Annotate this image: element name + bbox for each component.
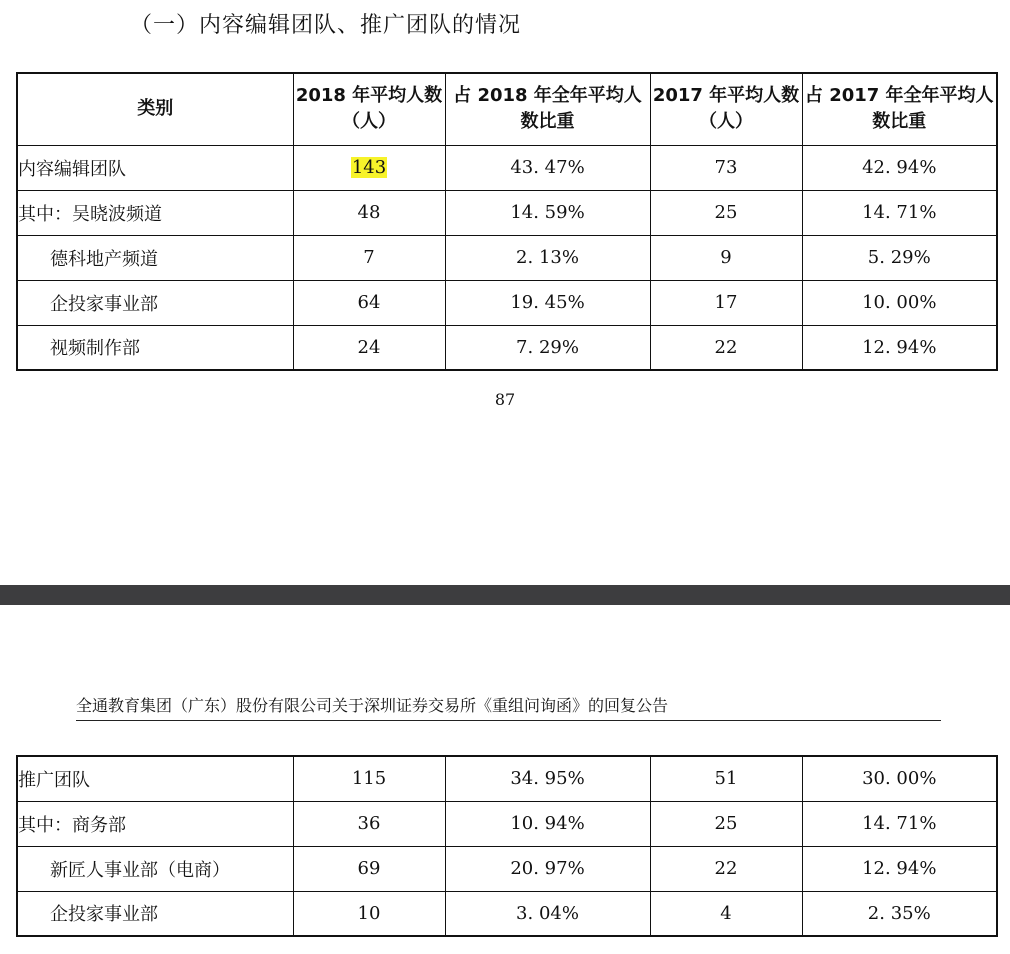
row-label: 其中：吴晓波频道	[17, 190, 293, 235]
cell-avg-2018: 64	[293, 280, 445, 325]
cell-share-2017: 2. 35%	[802, 891, 997, 936]
cell-share-2018: 14. 59%	[445, 190, 650, 235]
cell-share-2018: 3. 04%	[445, 891, 650, 936]
cell-share-2018: 2. 13%	[445, 235, 650, 280]
cell-share-2018: 7. 29%	[445, 325, 650, 370]
cell-avg-2018	[293, 145, 445, 190]
cell-share-2017: 14. 71%	[802, 190, 997, 235]
page-number: 87	[494, 390, 516, 409]
column-header-avg-2017: 2017 年平均人数（人）	[650, 73, 802, 145]
cell-share-2018: 34. 95%	[445, 756, 650, 801]
row-label: 内容编辑团队	[17, 145, 293, 190]
table-row	[17, 846, 997, 891]
highlighted-value: 143	[351, 157, 387, 178]
row-label: 德科地产频道	[17, 235, 293, 280]
cell-avg-2017: 25	[650, 801, 802, 846]
cell-avg-2017: 73	[650, 145, 802, 190]
table-row	[17, 756, 997, 801]
cell-avg-2018: 69	[293, 846, 445, 891]
row-label: 推广团队	[17, 756, 293, 801]
table-row	[17, 145, 997, 190]
cell-avg-2017: 17	[650, 280, 802, 325]
cell-avg-2017: 22	[650, 325, 802, 370]
table-header-row	[17, 73, 997, 145]
cell-share-2018: 43. 47%	[445, 145, 650, 190]
cell-share-2017: 10. 00%	[802, 280, 997, 325]
cell-avg-2018: 10	[293, 891, 445, 936]
cell-avg-2017: 4	[650, 891, 802, 936]
column-header-category: 类别	[17, 73, 293, 145]
cell-share-2017: 5. 29%	[802, 235, 997, 280]
row-label: 企投家事业部	[17, 280, 293, 325]
cell-share-2017: 14. 71%	[802, 801, 997, 846]
document-page-bottom	[0, 605, 1010, 954]
column-header-avg-2018: 2018 年平均人数（人）	[293, 73, 445, 145]
cell-share-2018: 20. 97%	[445, 846, 650, 891]
cell-avg-2018: 24	[293, 325, 445, 370]
cell-avg-2017: 22	[650, 846, 802, 891]
section-heading: （一）内容编辑团队、推广团队的情况	[130, 13, 522, 38]
page-divider	[0, 585, 1010, 605]
staff-table-promotion	[16, 755, 998, 937]
running-header: 全通教育集团（广东）股份有限公司关于深圳证券交易所《重组问询函》的回复公告	[76, 693, 941, 721]
cell-share-2017: 12. 94%	[802, 325, 997, 370]
row-label: 视频制作部	[17, 325, 293, 370]
column-header-share-2017: 占 2017 年全年平均人数比重	[802, 73, 997, 145]
staff-table-editorial	[16, 72, 998, 371]
cell-avg-2017: 9	[650, 235, 802, 280]
cell-share-2018: 19. 45%	[445, 280, 650, 325]
row-label: 企投家事业部	[17, 891, 293, 936]
cell-avg-2018: 7	[293, 235, 445, 280]
cell-share-2017: 30. 00%	[802, 756, 997, 801]
cell-avg-2017: 51	[650, 756, 802, 801]
row-label: 新匠人事业部（电商）	[17, 846, 293, 891]
cell-avg-2018: 115	[293, 756, 445, 801]
table-row	[17, 801, 997, 846]
table-row	[17, 325, 997, 370]
table-row	[17, 235, 997, 280]
table-row	[17, 190, 997, 235]
cell-avg-2017: 25	[650, 190, 802, 235]
table-row	[17, 280, 997, 325]
column-header-share-2018: 占 2018 年全年平均人数比重	[445, 73, 650, 145]
cell-share-2017: 12. 94%	[802, 846, 997, 891]
cell-share-2017: 42. 94%	[802, 145, 997, 190]
cell-share-2018: 10. 94%	[445, 801, 650, 846]
row-label: 其中：商务部	[17, 801, 293, 846]
cell-avg-2018: 48	[293, 190, 445, 235]
cell-avg-2018: 36	[293, 801, 445, 846]
table-row	[17, 891, 997, 936]
